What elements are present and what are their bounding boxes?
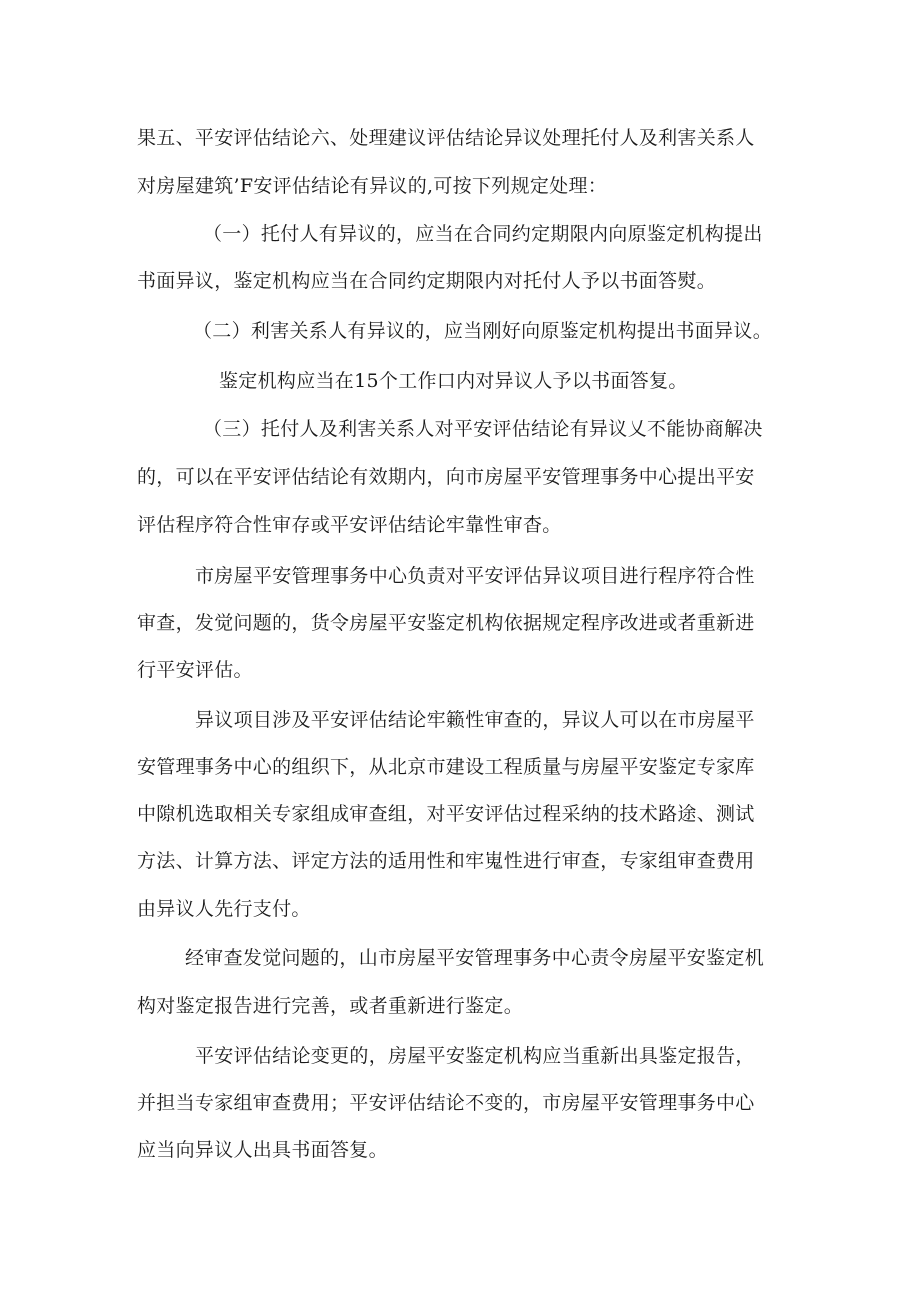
text-line: 的，可以在平安评估结论有效期内，向市房屋平安管理事务中心提出平安 — [137, 466, 755, 488]
text-line: 由异议人先行支付。 — [137, 898, 311, 920]
text-line: 方法、计算方法、评定方法的适用性和牢嵬性进行审查，专家组审查费用 — [137, 850, 755, 872]
text-line: （一）托付人有异议的，应当在合同约定期限内向原鉴定机构提出 — [203, 223, 763, 245]
text-line: 评估程序符合性审存或平安评估结论牢靠性审杳。 — [137, 514, 562, 536]
text-line: 审查，发觉问题的，货令房屋平安鉴定机构依据规定程序改进或者重新进 — [137, 612, 755, 634]
text-line: 中隙机选取相关专家组成审查组，对平安评估过程采纳的技术路途、测试 — [137, 803, 755, 825]
text-line: （二）利害关系人有异议的，应当刚好向原鉴定机构提出书面异议。 — [193, 320, 773, 342]
text-line: 平安评估结论变更的，房屋平安鉴定机构应当重新出具鉴定报告， — [195, 1045, 755, 1067]
text-line: 应当向异议人出具书面答复。 — [137, 1139, 388, 1161]
text-line: 行平安评估。 — [137, 659, 253, 681]
text-line: 果五、平安评估结论六、处理建议评估结论异议处理托付人及利害关系人 — [137, 127, 755, 149]
text-line: 鉴定机构应当在15个工作口内对异议人予以书面答复。 — [219, 370, 688, 392]
text-line: 书面异议，鉴定机构应当在合同约定期限内对托付人予以书面答熨。 — [137, 270, 717, 292]
text-line: 构对鉴定报告进行完善，或者重新进行鉴定。 — [137, 995, 524, 1017]
text-line: 对房屋建筑’F安评估结论有异议的,可按下列规定处理： — [137, 175, 608, 197]
text-line: （三）托付人及利害关系人对平安评估结论有异议乂不能协商解决 — [203, 418, 763, 440]
text-line: 市房屋平安管理事务中心负责对平安评估异议项目进行程序符合性 — [195, 565, 755, 587]
text-line: 安管理事务中心的组织下，从北京市建设工程质量与房屋平安鉴定专家库 — [137, 756, 755, 778]
text-line: 并担当专家组审查费用；平安评估结论不变的，市房屋平安管理事务中心 — [137, 1092, 755, 1114]
text-line: 异议项目涉及平安评估结论牢籁性审查的，异议人可以在市房屋平 — [195, 709, 755, 731]
text-line: 经审查发觉问题的，山市房屋平安管理事务中心责令房屋平安鉴定机 — [185, 947, 765, 969]
